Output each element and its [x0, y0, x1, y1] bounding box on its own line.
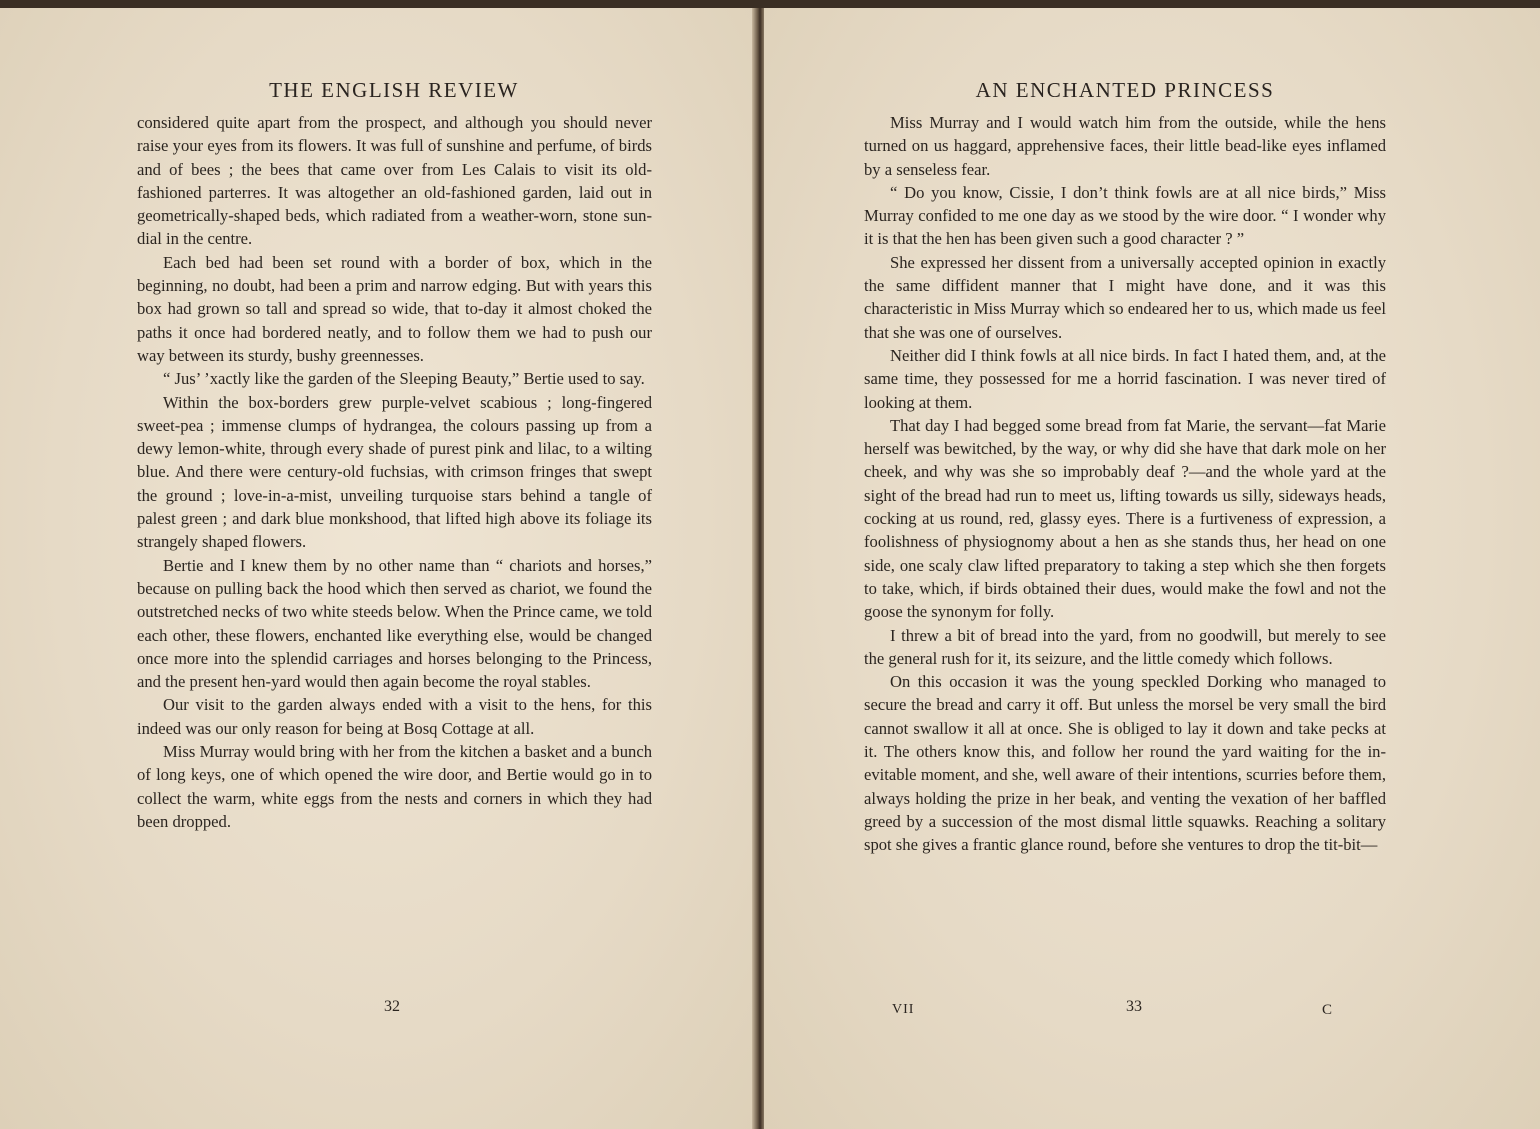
paragraph: Bertie and I knew them by no other name than “ chariots and horses,” because on pulling back the hood which then served as chariot, we found the outstretched necks of two white steeds below. When the Prince came, we told each other, these flowers, enchanted like everything else, would be changed once more into the splendid carriages and horses belonging to the Princess, and the present hen-yard would then again become the royal stables. — [137, 555, 652, 692]
paragraph: Our visit to the garden always ended with a visit to the hens, for this indeed was our only reason for being at Bosq Cottage at all. — [137, 695, 652, 738]
paragraph: Neither did I think fowls at all nice birds. In fact I hated them, and, at the same time, they possessed for me a horrid fascination. I was never tired of looking at them. — [864, 345, 1386, 412]
running-head-left: THE ENGLISH REVIEW — [269, 78, 519, 102]
paragraph: That day I had begged some bread from fat Marie, the servant—fat Marie herself was bewitched, by the way, or why did she have that dark mole on her cheek, and why was she so improbably deaf ?—and the whole yard at the sight of the bread had run to meet us, lifting towards us silly, sideways heads, cocking at us round, red, glassy eyes. There is a furtiveness of expression, a foolishness of physiognomy about a hen as she stands thus, her head on one side, one scaly claw lifted preparatory to taking a step which she then forgets to take, which, if birds obtained their dues, would make the fowl and not the goose the synonym for folly. — [864, 415, 1386, 622]
signature-mark-volume: VII — [892, 1002, 915, 1017]
paragraph: On this occasion it was the young speckled Dorking who managed to secure the bread and carry it off. But unless the morsel be very small the bird cannot swallow it all at once. She is obliged to lay it down and take pecks at it. The others know this, and follow her round the yard waiting for the in-evitable moment, and she, well aware of their intentions, scurries before them, always holding the prize in her beak, and venting the vexation of her baffled greed by a succession of the most dismal little squawks. Reaching a solitary spot she gives a frantic glance round, before she ventures to drop the tit-bit— — [864, 672, 1386, 855]
paragraph: “ Do you know, Cissie, I don’t think fowls are at all nice birds,” Miss Murray confided to me one day as we stood by the wire door. “ I wonder why it is that the hen has been given such a good character ? ” — [864, 182, 1386, 249]
page-number-left: 32 — [384, 998, 400, 1015]
paragraph: I threw a bit of bread into the yard, from no goodwill, but merely to see the general rush for it, its seizure, and the little comedy which follows. — [864, 625, 1386, 668]
right-page — [764, 8, 1540, 1129]
right-page-text — [864, 111, 1386, 857]
left-page-text — [137, 111, 652, 833]
running-head-right: AN ENCHANTED PRINCESS — [975, 78, 1275, 102]
paragraph: She expressed her dissent from a universally accepted opinion in exactly the same diffident manner that I might have done, and it was this characteristic in Miss Murray which so endeared her to us, which made us feel that she was one of ourselves. — [864, 252, 1386, 342]
paragraph: considered quite apart from the prospect, and although you should never raise your eyes from its flowers. It was full of sunshine and perfume, of birds and of bees ; the bees that came over from Les Calais to visit its old-fashioned parterres. It was altogether an old-fashioned garden, laid out in geometrically-shaped beds, which radiated from a weather-worn, stone sun-dial in the centre. — [137, 113, 652, 249]
paragraph: “ Jus’ ’xactly like the garden of the Sleeping Beauty,” Bertie used to say. — [163, 369, 645, 389]
paragraph: Miss Murray would bring with her from the kitchen a basket and a bunch of long keys, one of which opened the wire door, and Bertie would go in to collect the warm, white eggs from the nests and corners in which they had been dropped. — [137, 742, 652, 831]
paragraph: Within the box-borders grew purple-velvet scabious ; long-fingered sweet-pea ; immense clumps of hydrangea, the colours passing up from a dewy lemon-white, through every shade of purest pink and lilac, to a wilting blue. And there were century-old fuchsias, with crimson fringes that swept the ground ; love-in-a-mist, unveiling turquoise stars behind a tangle of palest green ; and dark blue monkshood, that lifted high above its foliage its strangely shaped flowers. — [137, 392, 652, 552]
signature-mark-letter: C — [1322, 1002, 1333, 1018]
paragraph: Miss Murray and I would watch him from the outside, while the hens turned on us haggard, apprehensive faces, their little bead-like eyes inflamed by a senseless fear. — [864, 113, 1386, 179]
left-page — [0, 8, 758, 1129]
paragraph: Each bed had been set round with a border of box, which in the beginning, no doubt, had been a prim and narrow edging. But with years this box had grown so tall and spread so wide, that to-day it almost choked the paths it once had bordered neatly, and to follow them we had to push our way between its sturdy, bushy greennesses. — [137, 252, 652, 365]
page-number-right: 33 — [1126, 998, 1142, 1015]
